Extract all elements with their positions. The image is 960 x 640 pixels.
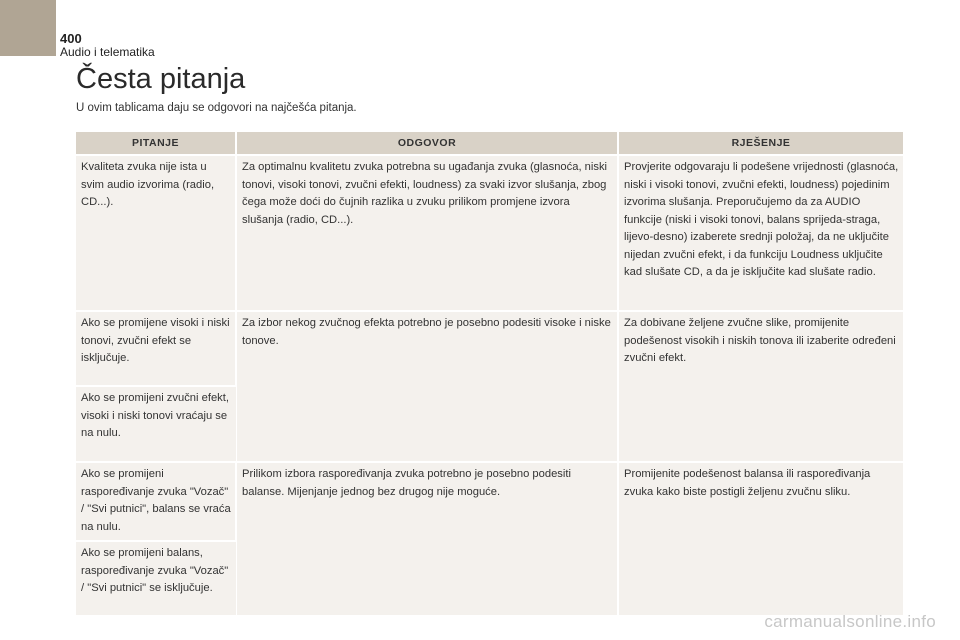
page-number: 400 (60, 31, 82, 46)
column-header-question: PITANJE (76, 132, 236, 155)
answer-cell: Prilikom izbora raspoređivanja zvuka potrebno je posebno podesiti balanse. Mijenjanje jednog bez drugog nije moguće. (236, 462, 618, 615)
watermark: carmanualsonline.info (764, 612, 936, 631)
question-cell: Ako se promijeni balans, raspoređivanje zvuka "Vozač" / "Svi putnici" se isključuje. (76, 541, 236, 615)
table-row (76, 462, 903, 541)
column-header-answer: ODGOVOR (236, 132, 618, 155)
solution-cell: Provjerite odgovaraju li podešene vrijednosti (glasnoća, niski i visoki tonovi, zvučni efekti, loudness) pojedinim izvorima slušanja. Preporučujemo da za AUDIO funkcije (niski i visoki tonovi, balans sprijeda-straga, lijevo-desno) izaberete srednji položaj, da ne uključite nijedan zvučni efekt, i da funkciju Loudness uključite kad slušate CD, a da je isključite kad slušate radio. (618, 155, 903, 311)
question-cell: Ako se promijeni zvučni efekt, visoki i niski tonovi vraćaju se na nulu. (76, 386, 236, 462)
answer-cell: Za optimalnu kvalitetu zvuka potrebna su ugađanja zvuka (glasnoća, niski tonovi, visoki tonovi, zvučni efekti, loudness) za svaki izvor slušanja, zbog čega može doći do čujnih razlika u zvuku prilikom promjene izvora slušanja (radio, CD...). (236, 155, 618, 311)
column-header-solution: RJEŠENJE (618, 132, 903, 155)
table-header-row (76, 132, 903, 155)
question-cell: Ako se promijeni raspoređivanje zvuka "Vozač" / "Svi putnici", balans se vraća na nulu. (76, 462, 236, 541)
solution-cell: Za dobivane željene zvučne slike, promijenite podešenost visokih i niskih tonova ili izaberite određeni zvučni efekt. (618, 311, 903, 462)
section-name: Audio i telematika (60, 45, 155, 59)
question-cell: Kvaliteta zvuka nije ista u svim audio izvorima (radio, CD...). (76, 155, 236, 311)
question-cell: Ako se promijene visoki i niski tonovi, zvučni efekt se isključuje. (76, 311, 236, 386)
table-row (76, 311, 903, 386)
page-title: Česta pitanja (76, 63, 246, 95)
solution-cell: Promijenite podešenost balansa ili raspoređivanja zvuka kako biste postigli željenu zvučnu sliku. (618, 462, 903, 615)
table-row (76, 155, 903, 311)
page-corner-tab (0, 0, 56, 56)
intro-text: U ovim tablicama daju se odgovori na najčešća pitanja. (76, 102, 357, 114)
faq-table (76, 132, 903, 615)
answer-cell: Za izbor nekog zvučnog efekta potrebno je posebno podesiti visoke i niske tonove. (236, 311, 618, 462)
